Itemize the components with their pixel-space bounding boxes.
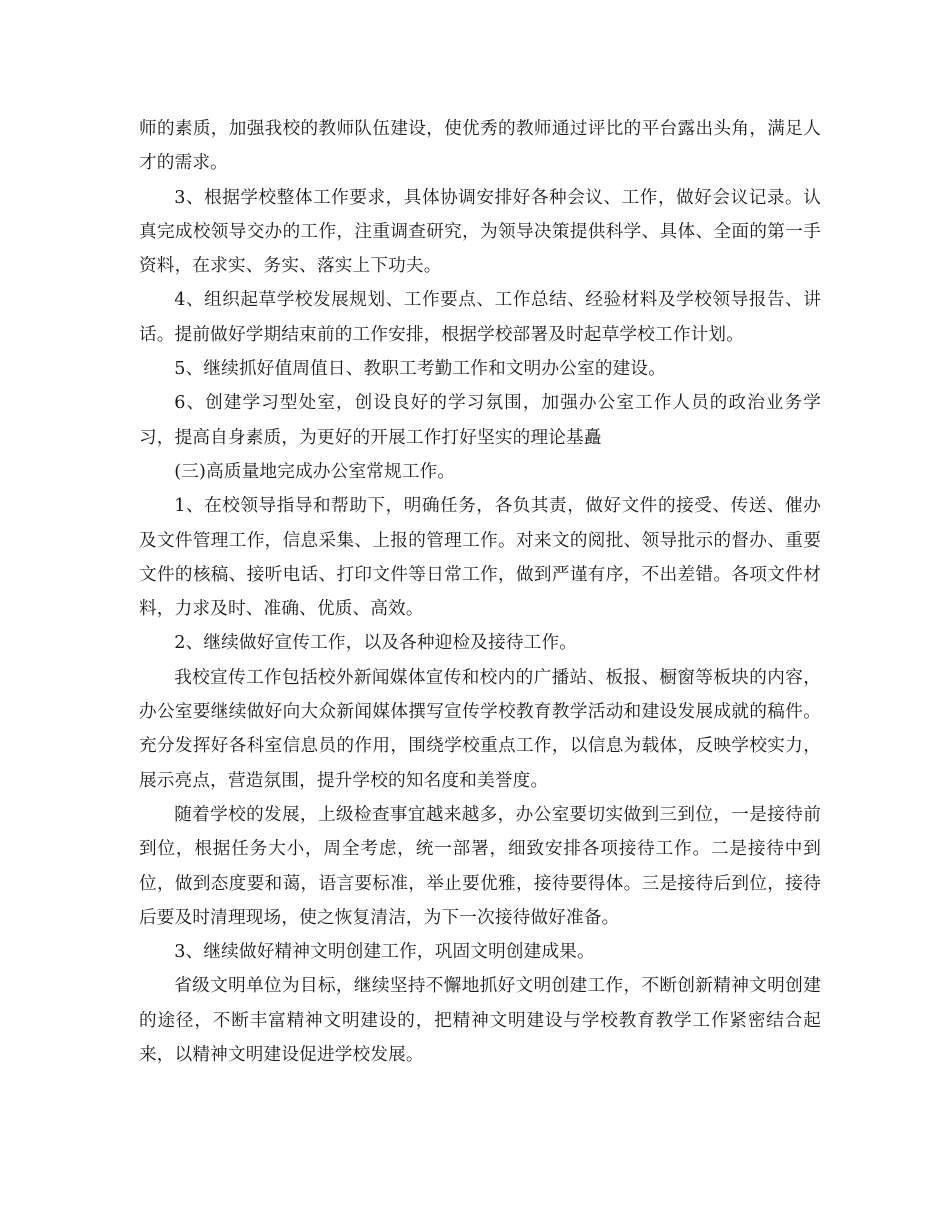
section-heading: (三)高质量地完成办公室常规工作。 (174, 461, 456, 482)
paragraph: 师的素质，加强我校的教师队伍建设，使优秀的教师通过评比的平台露出头角，满足人才的需求。 (139, 119, 821, 174)
paragraph: 3、根据学校整体工作要求，具体协调安排好各种会议、工作，做好会议记录。认真完成校领导交办的工作，注重调查研究，为领导决策提供科学、具体、全面的第一手资料，在求实、务实、落实上下功夫。 (139, 187, 821, 277)
paragraph: 2、继续做好宣传工作，以及各种迎检及接待工作。 (174, 633, 578, 654)
paragraph: 3、继续做好精神文明创建工作，巩固文明创建成果。 (174, 942, 595, 963)
paragraph: 省级文明单位为目标，继续坚持不懈地抓好文明创建工作，不断创新精神文明创建的途径，不断丰富精神文明建设的，把精神文明建设与学校教育教学工作紧密结合起来，以精神文明建设促进学校发展。 (139, 976, 821, 1066)
paragraph: 4、组织起草学校发展规划、工作要点、工作总结、经验材料及学校领导报告、讲话。提前做好学期结束前的工作安排，根据学校部署及时起草学校工作计划。 (139, 290, 821, 345)
paragraph: 随着学校的发展，上级检查事宜越来越多，办公室要切实做到三到位，一是接待前到位，根据任务大小，周全考虑，统一部署，细致安排各项接待工作。二是接待中到位，做到态度要和蔼，语言要标准，举止要优雅，接待要得体。三是接待后到位，接待后要及时清理现场，使之恢复清洁，为下一次接待做好准备。 (139, 804, 821, 928)
paragraph: 我校宣传工作包括校外新闻媒体宣传和校内的广播站、板报、橱窗等板块的内容，办公室要继续做好向大众新闻媒体撰写宣传学校教育教学活动和建设发展成就的稿件。充分发挥好各科室信息员的作用，围绕学校重点工作，以信息为载体，反映学校实力，展示亮点，营造氛围，提升学校的知名度和美誉度。 (139, 667, 821, 791)
paragraph: 5、继续抓好值周值日、教职工考勤工作和文明办公室的建设。 (174, 359, 667, 380)
paragraph: 6、创建学习型处室，创设良好的学习氛围，加强办公室工作人员的政治业务学习，提高自身素质，为更好的开展工作打好坚实的理论基矗 (139, 393, 821, 448)
document-body (139, 112, 821, 1072)
paragraph: 1、在校领导指导和帮助下，明确任务，各负其责，做好文件的接受、传送、催办及文件管理工作，信息采集、上报的管理工作。对来文的阅批、领导批示的督办、重要文件的核稿、接听电话、打印文件等日常工作，做到严谨有序，不出差错。各项文件材料，力求及时、准确、优质、高效。 (139, 496, 821, 620)
